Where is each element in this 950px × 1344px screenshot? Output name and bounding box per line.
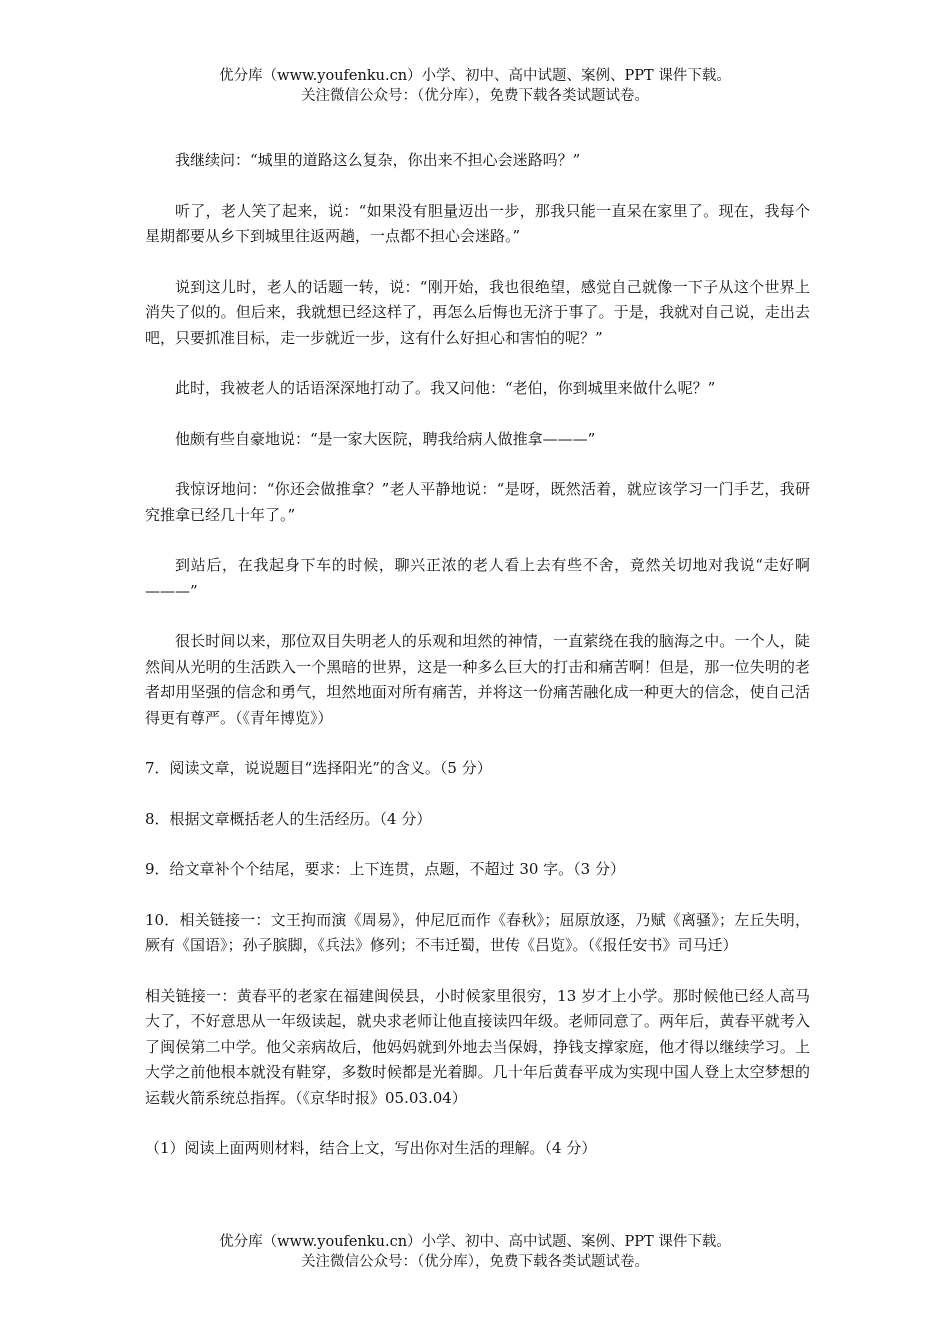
question-10-link-1: 10．相关链接一：文王拘而演《周易》，仲尼厄而作《春秋》；屈原放逐，乃赋《离骚》；左丘失明，厥有《国语》；孙子膑脚，《兵法》修列；不韦迁蜀，世传《吕览》。（《报任安书》司马迁） — [145, 910, 810, 954]
page-header — [0, 66, 950, 106]
paragraph: 我惊讶地问：“你还会做推拿？”老人平静地说：“是呀，既然活着，就应该学习一门手艺，我研究推拿已经几十年了。” — [145, 480, 810, 524]
question-10-sub-1: （1）阅读上面两则材料，结合上文，写出你对生活的理解。（4 分） — [145, 1139, 597, 1157]
question-8: 8．根据文章概括老人的生活经历。（4 分） — [145, 809, 432, 828]
paragraph: 到站后，在我起身下车的时候，聊兴正浓的老人看上去有些不舍，竟然关切地对我说“走好啊———” — [145, 556, 810, 600]
paragraph: 说到这儿时，老人的话题一转，说：“刚开始，我也很绝望，感觉自己就像一下子从这个世界上消失了似的。但后来，我就想已经这样了，再怎么后悔也无济于事了。于是，我就对自己说，走出去吧，只要抓准目标，走一步就近一步，这有什么好担心和害怕的呢？” — [145, 277, 810, 347]
header-line-2: 关注微信公众号：（优分库），免费下载各类试题试卷。 — [301, 88, 649, 104]
paragraph: 他颇有些自豪地说：“是一家大医院，聘我给病人做推拿———” — [175, 429, 596, 448]
question-10-link-2: 相关链接一：黄春平的老家在福建闽侯县，小时候家里很穷，13 岁才上小学。那时候他已经人高马大了，不好意思从一年级读起，就央求老师让他直接读四年级。老师同意了。两年后，黄春平就考入了闽侯第二中学。他父亲病故后，他妈妈就到外地去当保姆，挣钱支撑家庭，他才得以继续学习。上大学之前他根本就没有鞋穿，多数时候都是光着脚。几十年后黄春平成为实现中国人登上太空梦想的运载火箭系统总指挥。（《京华时报》05.03.04） — [145, 986, 810, 1107]
footer-line-1: 优分库（www.youfenku.cn）小学、初中、高中试题、案例、PPT 课件下载。 — [219, 1234, 731, 1250]
question-9: 9．给文章补个个结尾，要求：上下连贯，点题，不超过 30 字。（3 分） — [145, 860, 625, 878]
header-line-1: 优分库（www.youfenku.cn）小学、初中、高中试题、案例、PPT 课件下载。 — [219, 68, 731, 84]
paragraph: 此时，我被老人的话语深深地打动了。我又问他：“老伯，你到城里来做什么呢？” — [175, 379, 716, 397]
page-footer — [0, 1232, 950, 1272]
paragraph: 很长时间以来，那位双目失明老人的乐观和坦然的神情，一直萦绕在我的脑海之中。一个人，陡然间从光明的生活跌入一个黑暗的世界，这是一种多么巨大的打击和痛苦啊！但是，那一位失明的老者却用坚强的信念和勇气，坦然地面对所有痛苦，并将这一份痛苦融化成一种更大的信念，使自己活得更有尊严。（《青年博览》） — [145, 632, 810, 727]
document-body — [145, 148, 810, 1187]
question-7: 7．阅读文章，说说题目“选择阳光”的含义。（5 分） — [145, 759, 492, 777]
footer-line-2: 关注微信公众号：（优分库），免费下载各类试题试卷。 — [301, 1254, 649, 1270]
paragraph: 我继续问：“城里的道路这么复杂，你出来不担心会迷路吗？” — [175, 151, 581, 169]
paragraph: 听了，老人笑了起来，说：“如果没有胆量迈出一步，那我只能一直呆在家里了。现在，我每个星期都要从乡下到城里往返两趟，一点都不担心会迷路。” — [145, 201, 810, 245]
